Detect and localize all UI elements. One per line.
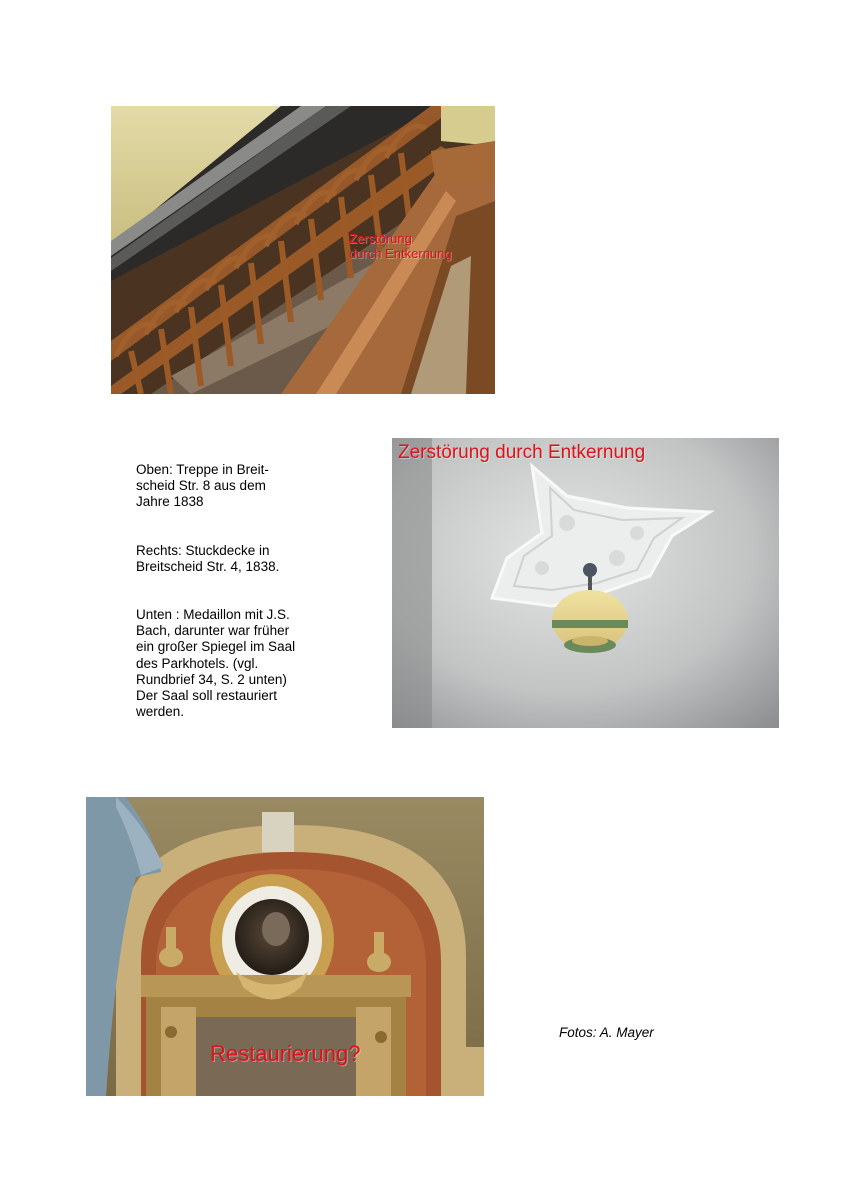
staircase-overlay-text: Zerstörung durch Entkernung	[349, 231, 452, 261]
ceiling-image	[392, 438, 779, 728]
caption-right: Rechts: Stuckdecke in Breitscheid Str. 4, 1838.	[136, 542, 280, 574]
staircase-photo	[111, 106, 495, 394]
caption-bottom: Unten : Medaillon mit J.S. Bach, darunter war früher ein großer Spiegel im Saal des Parkhotels. (vgl. Rundbrief 34, S. 2 unten) Der Saal soll restauriert werden.	[136, 607, 296, 720]
medallion-photo	[86, 797, 484, 1096]
ceiling-overlay-text: Zerstörung durch Entkernung	[398, 442, 646, 463]
ceiling-photo	[392, 438, 779, 728]
medallion-overlay-text: Restaurierung?	[210, 1041, 361, 1066]
photo-credit: Fotos: A. Mayer	[559, 1025, 654, 1040]
caption-top: Oben: Treppe in Breit- scheid Str. 8 aus dem Jahre 1838	[136, 462, 269, 510]
photo-caption	[136, 462, 336, 720]
